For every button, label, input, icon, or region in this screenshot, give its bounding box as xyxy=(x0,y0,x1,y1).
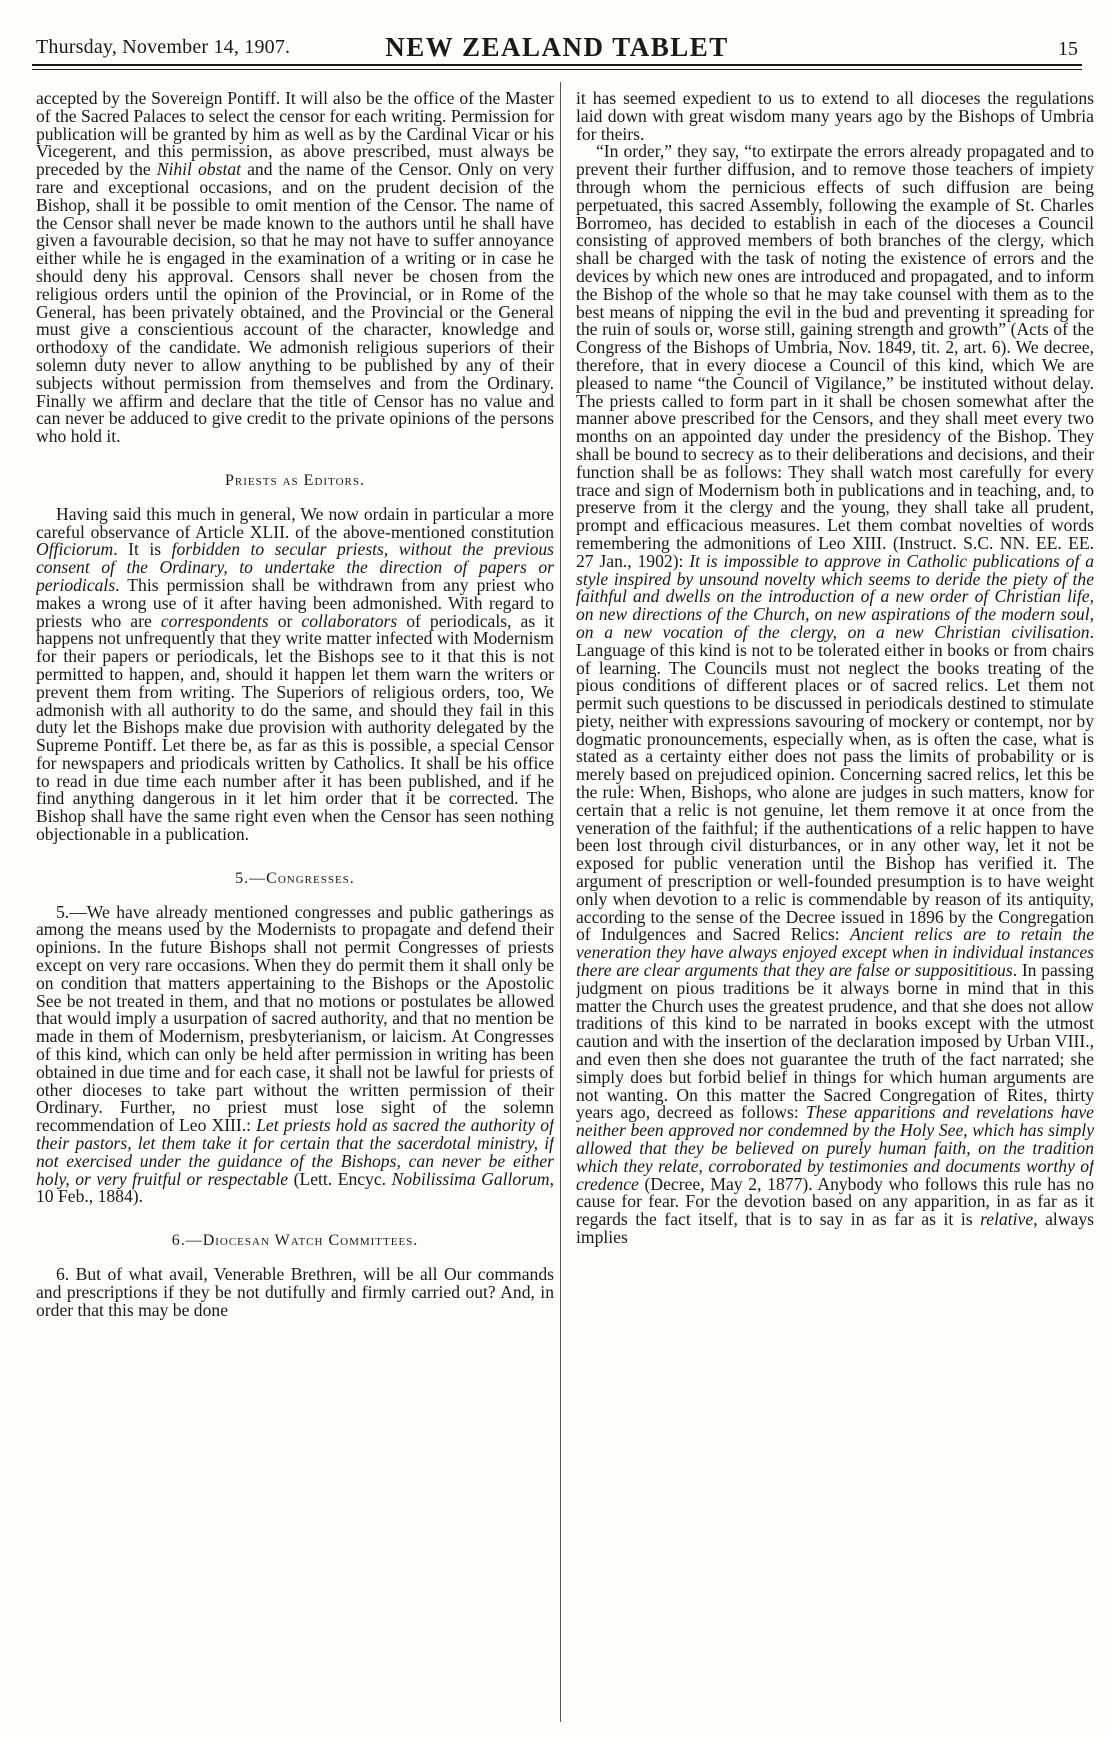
header-rule-thin xyxy=(32,69,1082,70)
left-column xyxy=(36,90,554,1726)
paragraph-congresses: 5.—We have already mentioned congresses and public gatherings as among the means used by the Modernists to propagate and defend their opinions. In the future Bishops shall not permit Congresses of priests except on very rare occasions. When they do permit them it shall only be on condition that matters appertaining to the Bishops or the Apostolic See be not treated in them, and that no motions or postulates be allowed that would imply a usurpation of sacred authority, and that no mention be made in them of Modernism, presbyterianism, or laicism. At Congresses of this kind, which can only be held after permission in writing has been obtained in due time and for each case, it shall not be lawful for priests of other dioceses to take part without the written permission of their Ordinary. Further, no priest must lose sight of the solemn recommendation of Leo XIII.: Let priests hold as sacred the authority of their pastors, let them take it for certain that the sacerdotal ministry, if not exercised under the guidance of the Bishops, can never be either holy, or very fruitful or respectable (Lett. Encyc. Nobilissima Gallorum, 10 Feb., 1884). xyxy=(36,901,554,1207)
column-divider xyxy=(560,82,561,1722)
paragraph-umbria: it has seemed expedient to us to extend to all dioceses the regulations laid down with great wisdom many years ago by the Bishops of Umbria for theirs. xyxy=(576,90,1094,144)
section-heading-priests-as-editors: Priests as Editors. xyxy=(225,471,365,489)
paragraph-watch-committees: 6. But of what avail, Venerable Brethren, will be all Our commands and prescriptions if they be not dutifully and firmly carried out? And, in order that this may be done xyxy=(36,1264,554,1320)
paragraph-council-of-vigilance: “In order,” they say, “to extirpate the errors already propagated and to prevent their further diffusion, and to remove those teachers of impiety through whom the pernicious effects of such diffusion are being perpetuated, this sacred Assembly, following the example of St. Charles Borromeo, has decided to establish in each of the dioceses a Council consisting of approved members of both branches of the clergy, which shall be charged with the task of noting the existence of errors and the devices by which new ones are introduced and propagated, and to inform the Bishop of the whole so that he may take counsel with them as to the best means of nipping the evil in the bud and preventing it spreading for the ruin of souls or, worse still, gaining strength and growth” (Acts of the Congress of the Bishops of Umbria, Nov. 1849, tit. 2, art. 6). We decree, therefore, that in every diocese a Council of this kind, which We are pleased to name “the Council of Vigilance,” be instituted without delay. The priests called to form part in it shall be chosen somewhat after the manner above prescribed for the Censors, and they shall meet every two months on an appointed day under the presidency of the Bishop. They shall be bound to secrecy as to their deliberations and decisions, and their function shall be as follows: They shall watch most carefully for every trace and sign of Modernism both in publications and in teaching, and, to preserve from it the clergy and the young, they shall take all prudent, prompt and efficacious measures. Let them combat novelties of words remembering the admonitions of Leo XIII. (Instruct. S.C. NN. EE. EE. 27 Jan., 1902): It is impossible to approve in Catholic publications of a style inspired by unsound novelty which seems to deride the piety of the faithful and dwells on the introduction of a new order of Christian life, on new directions of the Church, on new aspirations of the modern soul, on a new vocation of the clergy, on a new Christian civilisation. Language of this kind is not to be tolerated either in books or from chairs of learning. The Councils must not neglect the books treating of the pious conditions of different places or of sacred relics. Let them not permit such questions to be discussed in periodicals destined to stimulate piety, neither with expressions savouring of mockery or contempt, nor by dogmatic pronouncements, especially when, as is often the case, what is stated as a certainty either does not pass the limits of probability or is merely based on prejudiced opinion. Concerning sacred relics, let this be the rule: When, Bishops, who alone are judges in such matters, know for certain that a relic is not genuine, let them remove it at once from the veneration of the faithful; if the authentications of a relic happen to have been lost through civil disturbances, or in any other way, let it not be exposed for public veneration until the Bishop has verified it. The argument of prescription or well-founded presumption is to have weight only when devotion to a relic is commendable by reason of its antiquity, according to the sense of the Decree issued in 1896 by the Congregation of Indulgences and Sacred Relics: Ancient relics are to retain the veneration they have always enjoyed except when in individual instances there are clear arguments that they are false or supposititious. In passing judgment on pious traditions be it always borne in mind that in this matter the Church uses the greatest prudence, and that she does not allow traditions of this kind to be narrated in books except with the utmost caution and with the insertion of the declaration imposed by Urban VIII., and even then she does not guarantee the truth of the fact narrated; she simply does but forbid belief in things for which human arguments are not wanting. On this matter the Sacred Congregation of Rites, thirty years ago, decreed as follows: These apparitions and revelations have neither been approved nor condemned by the Holy See, which has simply allowed that they be believed on purely human faith, on the tradition which they relate, corroborated by testimonies and documents worthy of credence (Decree, May 2, 1877). Anybody who follows this rule has no cause for fear. For the devotion based on any apparition, in as far as it regards the fact itself, that is to say in as far as it is relative, always implies xyxy=(576,141,1094,1247)
header-rule-thick xyxy=(32,64,1082,66)
issue-date: Thursday, November 14, 1907. xyxy=(36,36,291,58)
paragraph-censors: accepted by the Sovereign Pontiff. It will also be the office of the Master of the Sacred Palaces to select the censor for each writing. Permission for publication will be granted by him as well as by the Cardinal Vicar or his Vicegerent, and this permission, as above prescribed, must always be preceded by the Nihil obstat and the name of the Censor. Only on very rare and exceptional occasions, and on the prudent decision of the Bishop, shall it be possible to omit mention of the Censor. The name of the Censor shall never be made known to the authors until he shall have given a favourable decision, so that he may not have to suffer annoyance either while he is engaged in the examination of a writing or in case he should deny his approval. Censors shall never be chosen from the religious orders until the opinion of the Provincial, or in Rome of the General, has been privately obtained, and the Provincial or the General must give a conscientious account of the character, knowledge and orthodoxy of the candidate. We admonish religious superiors of their solemn duty never to allow anything to be published by any of their subjects without permission from themselves and from the Ordinary. Finally we affirm and declare that the title of Censor has no value and can never be adduced to give credit to the private opinions of the persons who hold it. xyxy=(36,90,554,447)
masthead xyxy=(32,30,1082,64)
page-number: 15 xyxy=(1058,38,1078,60)
paragraph-priests-editors: Having said this much in general, We now ordain in particular a more careful observance of Article XLII. of the above-mentioned constitution Officiorum. It is forbidden to secular priests, without the previous consent of the Ordinary, to undertake the direction of papers or periodicals. This permission shall be withdrawn from any priest who makes a wrong use of it after having been admonished. With regard to priests who are correspondents or collaborators of periodicals, as it happens not unfrequently that they write matter infected with Modernism for their papers or periodicals, let the Bishops see to it that this is not permitted to happen, and, should it happen let them warn the writers or prevent them from writing. The Superiors of religious orders, too, We admonish with all authority to do the same, and should they fail in this duty let the Bishops make due provision with authority delegated by the Supreme Pontiff. Let there be, as far as this is possible, a special Censor for newspapers and priodicals written by Catholics. It shall be his office to read in due time each number after it has been published, and if he find anything dangerous in it let him order that it be corrected. The Bishop shall have the same right even when the Censor has seen nothing objectionable in a publication. xyxy=(36,503,554,845)
newspaper-title: NEW ZEALAND TABLET xyxy=(385,32,729,62)
section-heading-congresses: 5.—Congresses. xyxy=(235,869,355,887)
section-heading-watch-committees: 6.—Diocesan Watch Committees. xyxy=(171,1232,419,1250)
right-column xyxy=(576,90,1094,1726)
